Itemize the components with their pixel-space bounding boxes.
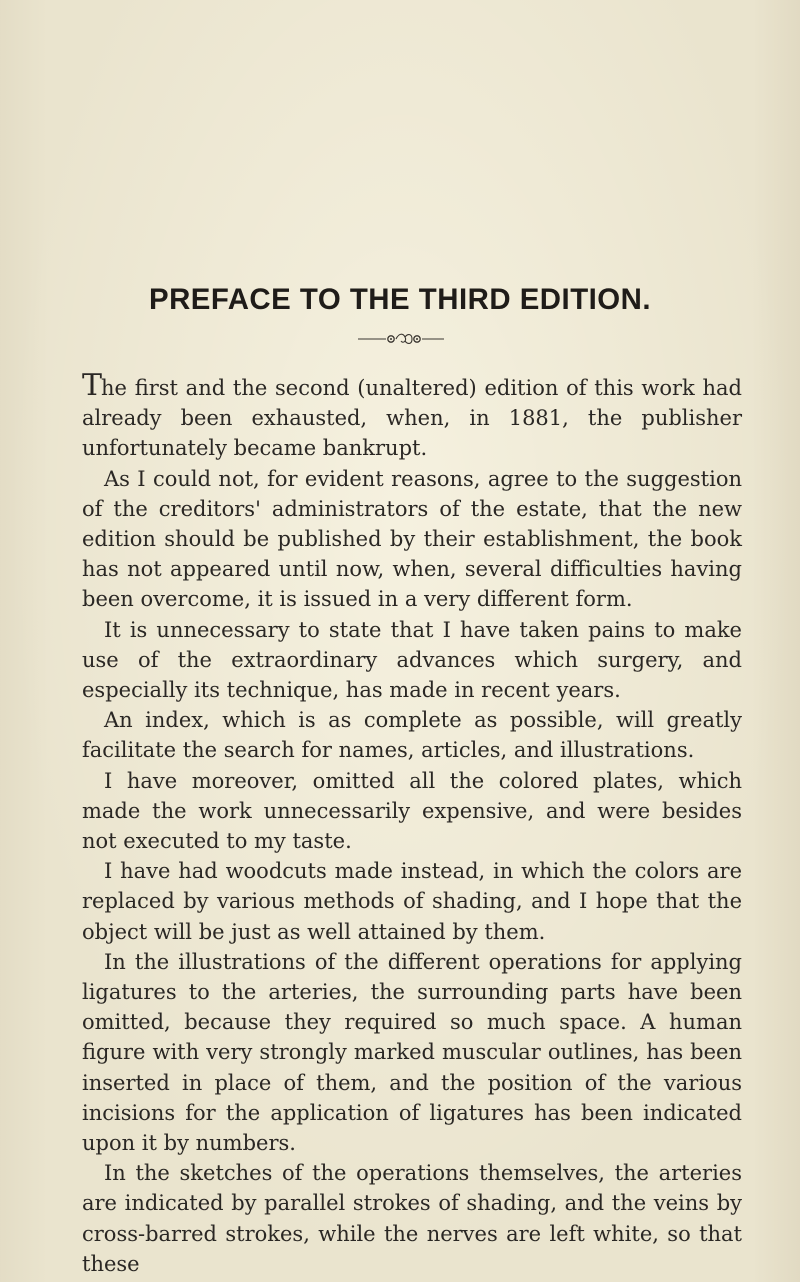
paragraph-4: An index, which is as complete as possible, will greatly facilitate the search for names, articles, and illustrations. xyxy=(82,708,742,763)
page-title: PREFACE TO THE THIRD EDITION. xyxy=(148,283,652,316)
paragraph-7: In the illustrations of the different operations for applying ligatures to the arteries, the surrounding parts have been omitted, because they required so much space. A human figure with very strongly marked muscular outlines, has been inserted in place of them, and the position of the various incisions for the application of ligatures has been indicated upon it by numbers. xyxy=(82,949,742,1156)
paragraph-3: It is unnecessary to state that I have taken pains to make use of the extraordinary advances which surgery, and especially its technique, has made in recent years. xyxy=(82,617,742,703)
paragraph-6: I have had woodcuts made instead, in which the colors are replaced by various methods of shading, and I hope that the object will be just as well attained by them. xyxy=(82,859,742,944)
paragraph-2: As I could not, for evident reasons, agree to the suggestion of the creditors' administrators of the estate, that the new edition should be published by their establishment, the book has not appeared until now, when, several difficulties having been overcome, it is issued in a very different form. xyxy=(82,466,742,612)
paragraph-5: I have moreover, omitted all the colored plates, which made the work unnecessarily expensive, and were besides not executed to my taste. xyxy=(82,768,742,854)
paragraph-1 xyxy=(82,368,742,464)
preface-body xyxy=(82,368,742,1279)
paragraph-1-text: he first and the second (unaltered) edition of this work had already been exhausted, when, in 1881, the publisher unfortunately became bankrupt. xyxy=(82,376,742,461)
fleuron-ornament-icon xyxy=(356,332,446,346)
paragraph-8: In the sketches of the operations themselves, the arteries are indicated by parallel strokes of shading, and the veins by cross-barred strokes, while the nerves are left white, so that these xyxy=(82,1161,742,1276)
drop-cap: T xyxy=(82,368,102,403)
